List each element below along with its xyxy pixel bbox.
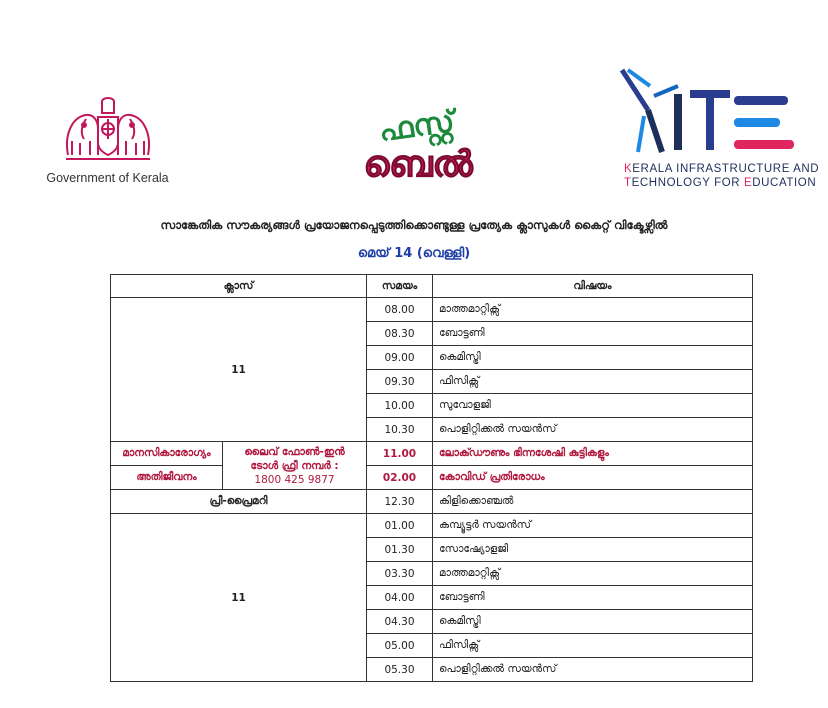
phone-in-label: ലൈവ് ഫോൺ-ഇൻ <box>244 445 345 458</box>
kite-caption-e: E <box>743 177 753 189</box>
time-cell: 01.00 <box>367 514 433 538</box>
time-cell: 09.30 <box>367 370 433 394</box>
government-of-kerala-caption: Government of Kerala <box>46 171 169 185</box>
table-row-preprimary <box>111 490 753 514</box>
time-cell: 09.00 <box>367 346 433 370</box>
class-cell-11-afternoon: 11 <box>111 514 367 682</box>
mental-health-label: മാനസികാരോഗ്യം <box>111 442 223 466</box>
kite-caption-line1 <box>624 162 820 176</box>
subject-cell: ഫിസിക്സ് <box>433 634 753 658</box>
toll-free-number: 1800 425 9877 <box>254 473 335 486</box>
time-cell: 10.00 <box>367 394 433 418</box>
kite-caption-k: K <box>624 163 633 175</box>
kite-caption-t: T <box>624 177 632 189</box>
header-class: ക്ലാസ് <box>111 275 367 298</box>
time-cell: 08.00 <box>367 298 433 322</box>
subject-cell: സോഷ്യോളജി <box>433 538 753 562</box>
time-cell: 04.30 <box>367 610 433 634</box>
first-bell-logo-icon <box>358 96 478 188</box>
first-bell-logo-top: ഫസ്റ്റ് <box>376 104 457 150</box>
header-subject: വിഷയം <box>433 275 753 298</box>
time-cell: 12.30 <box>367 490 433 514</box>
kite-logo <box>618 66 820 190</box>
subject-cell: കെമിസ്ട്രി <box>433 610 753 634</box>
toll-free-label: ടോൾ ഫ്രീ നമ്പർ : <box>250 459 339 472</box>
subject-cell: കോവിഡ് പ്രതിരോധം <box>433 466 753 490</box>
kerala-emblem-icon <box>58 95 158 167</box>
table-row-mental-health <box>111 442 753 466</box>
subject-cell: ലോക്ഡൗണും ഭിന്നശേഷി കുട്ടികളും <box>433 442 753 466</box>
time-cell: 01.30 <box>367 538 433 562</box>
survival-label: അതിജീവനം <box>111 466 223 490</box>
time-cell: 02.00 <box>367 466 433 490</box>
kite-caption-line2-text: ECHNOLOGY FOR <box>631 177 744 189</box>
first-bell-logo <box>358 96 478 188</box>
header-time: സമയം <box>367 275 433 298</box>
table-row-survival <box>111 466 753 490</box>
time-cell: 03.30 <box>367 562 433 586</box>
kite-caption-line2-text2: DUCATION <box>752 177 817 189</box>
government-of-kerala-logo <box>40 95 175 185</box>
time-cell: 10.30 <box>367 418 433 442</box>
subject-cell: കമ്പ്യൂട്ടർ സയൻസ് <box>433 514 753 538</box>
page-title: സാങ്കേതിക സൗകര്യങ്ങൾ പ്രയോജനപ്പെടുത്തിക്കൊണ്ടുള്ള പ്രത്യേക ക്ലാസുകൾ കൈറ്റ് വിക്ടേഴ്സിൽ <box>160 218 668 232</box>
class-cell-11-morning: 11 <box>111 298 367 442</box>
time-cell: 04.00 <box>367 586 433 610</box>
subject-cell: കിളിക്കൊഞ്ചൽ <box>433 490 753 514</box>
header <box>0 0 828 200</box>
kite-caption-line1-text: ERALA INFRASTRUCTURE AND <box>632 163 820 175</box>
subject-cell: മാത്തമാറ്റിക്സ് <box>433 562 753 586</box>
schedule-table <box>110 274 753 682</box>
first-bell-logo-bottom: ബെൽ <box>363 144 473 185</box>
time-cell: 08.30 <box>367 322 433 346</box>
table-header-row <box>111 275 753 298</box>
phone-in-cell <box>223 442 367 490</box>
time-cell: 11.00 <box>367 442 433 466</box>
time-cell: 05.30 <box>367 658 433 682</box>
page-subtitle-date: മെയ് 14 (വെള്ളി) <box>357 246 471 261</box>
subject-cell: ഫിസിക്സ് <box>433 370 753 394</box>
kite-caption <box>624 162 820 190</box>
time-cell: 05.00 <box>367 634 433 658</box>
subject-cell: കെമിസ്ട്രി <box>433 346 753 370</box>
class-cell-preprimary: പ്രീ-പ്രൈമറി <box>111 490 367 514</box>
kite-mark-icon <box>618 66 798 158</box>
subject-cell: സുവോളജി <box>433 394 753 418</box>
subject-cell: മാത്തമാറ്റിക്സ് <box>433 298 753 322</box>
table-row <box>111 514 753 538</box>
subject-cell: ബോട്ടണി <box>433 586 753 610</box>
subject-cell: പൊളിറ്റിക്കൽ സയൻസ് <box>433 658 753 682</box>
kite-caption-line2 <box>624 176 817 190</box>
subject-cell: ബോട്ടണി <box>433 322 753 346</box>
subject-cell: പൊളിറ്റിക്കൽ സയൻസ് <box>433 418 753 442</box>
table-row <box>111 298 753 322</box>
